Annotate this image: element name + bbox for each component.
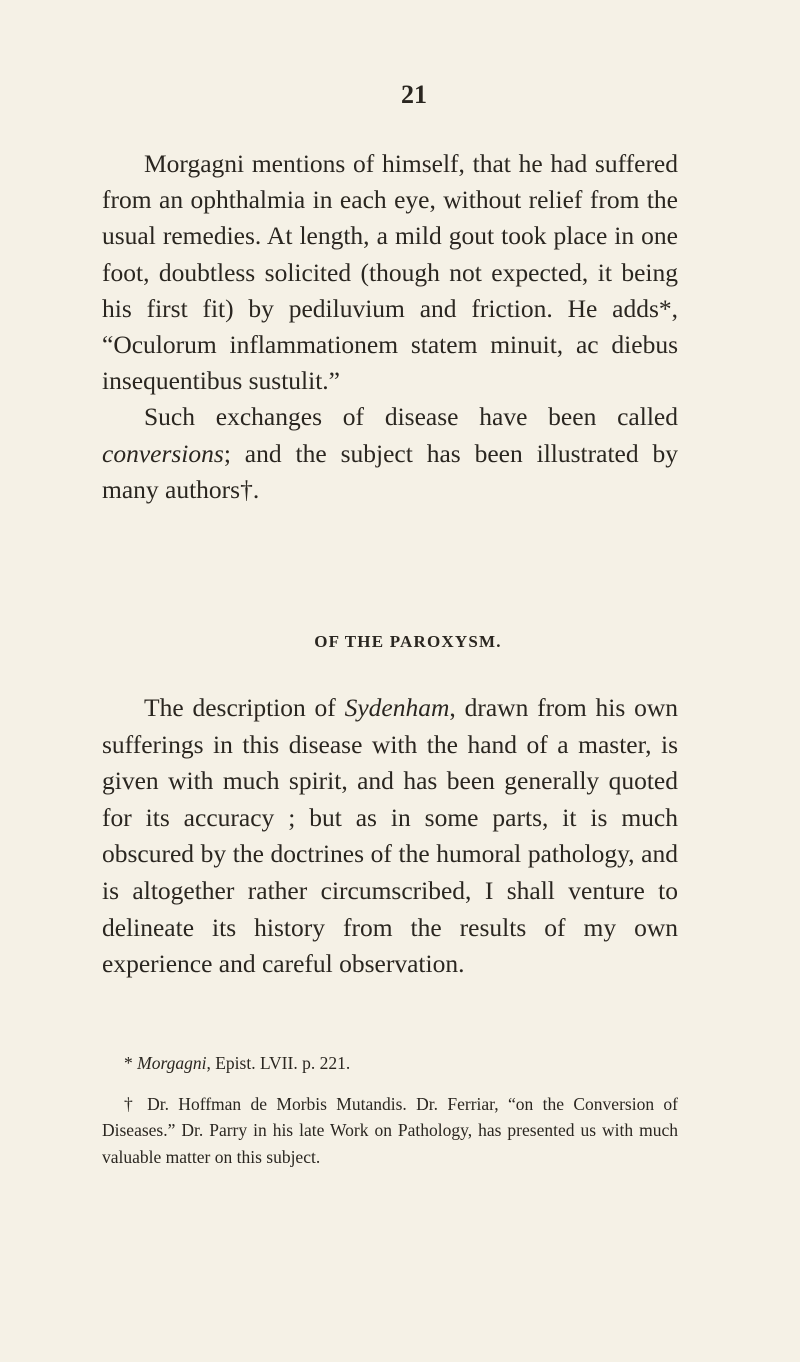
- footnote-morgagni-text: , Epist. LVII. p. 221.: [206, 1053, 351, 1073]
- paragraph-sydenham-text-a: The description of: [144, 693, 345, 722]
- paragraph-sydenham: [102, 690, 678, 983]
- paragraph-sydenham-italic: Sydenham: [344, 693, 450, 722]
- footnotes: [102, 1050, 678, 1170]
- body-text-top: [102, 146, 678, 508]
- page-number: 21: [401, 80, 427, 109]
- section-heading: OF THE PAROXYSM.: [314, 632, 502, 651]
- paragraph-conversions-italic: conversions: [102, 438, 224, 468]
- paragraph-conversions: [102, 399, 678, 508]
- footnote-morgagni-italic: Morgagni: [137, 1053, 207, 1073]
- footnote-hoffman: † Dr. Hoffman de Morbis Mutandis. Dr. Ferriar, “on the Conversion of Diseases.” Dr. Parry in his late Work on Pathology, has presented us with much valuable matter on this subject.: [102, 1093, 678, 1167]
- paragraph-morgagni-text: Morgagni mentions of himself, that he had suffered from an ophthalmia in each eye, without relief from the usual remedies. At length, a mild gout took place in one foot, doubtless solicited (though not expected, it being his first fit) by pediluvium and friction. He adds*, “Oculorum inflammationem statem minuit, ac diebus insequentibus sustulit.”: [102, 149, 678, 396]
- paragraph-sydenham-text-b: , drawn from his own sufferings in this disease with the hand of a master, is given with much spirit, and has been generally quoted for its accuracy ; but as in some parts, it is much obscured by the doctrines of the humoral pathology, and is altogether rather circumscribed, I shall venture to delineate its history from the results of my own experience and careful observation.: [102, 693, 678, 979]
- body-text-bottom: [102, 690, 678, 983]
- paragraph-conversions-text-a: Such exchanges of disease have been called: [144, 402, 678, 432]
- paragraph-morgagni: [102, 146, 678, 399]
- paragraph-conversions-text-b: ; and the subject has been illustrated by many authors†.: [102, 438, 678, 504]
- footnote-morgagni: [102, 1050, 678, 1077]
- footnote-morgagni-mark: *: [124, 1053, 138, 1073]
